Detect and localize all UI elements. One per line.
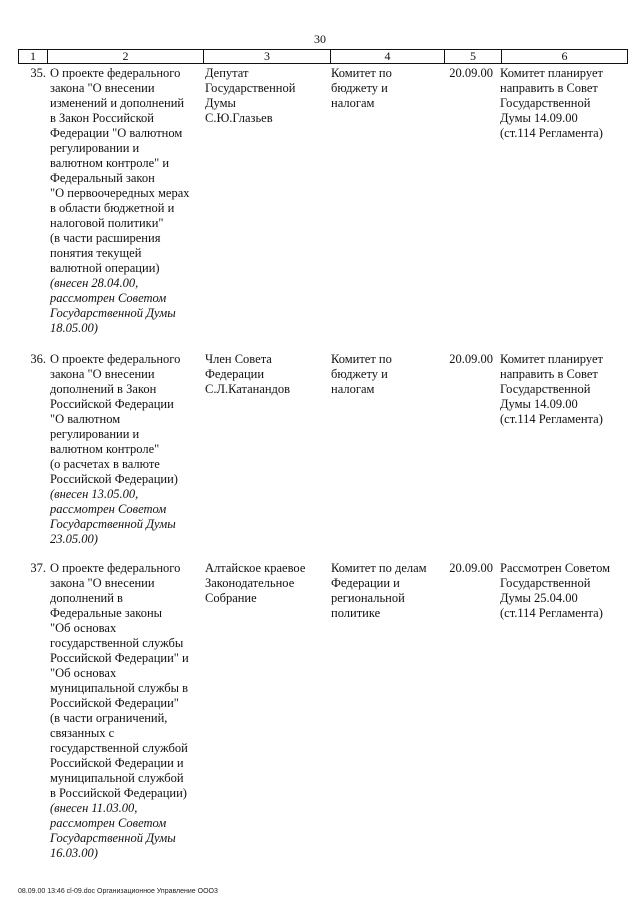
title-line: "О первоочередных мерах: [50, 186, 190, 200]
note-line: Государственной Думы: [50, 306, 176, 320]
initiator-line: С.Л.Катанандов: [205, 382, 291, 396]
column-header-6: 6: [502, 50, 628, 64]
status-line: Рассмотрен Советом: [500, 561, 611, 575]
status-line: (ст.114 Регламента): [500, 412, 603, 426]
committee-line: налогам: [331, 382, 375, 396]
title-line: О проекте федерального: [50, 66, 181, 80]
initiator: [205, 352, 323, 397]
title-line: "О валютном: [50, 412, 121, 426]
title-line: связанных с: [50, 726, 115, 740]
status-line: Государственной: [500, 382, 591, 396]
column-header-1: 1: [19, 50, 48, 64]
status-line: Комитет планирует: [500, 66, 603, 80]
title-line: регулировании и: [50, 141, 140, 155]
title-line: дополнений в: [50, 591, 123, 605]
title-line: Федерации "О валютном: [50, 126, 183, 140]
status: [500, 561, 628, 621]
title-line: (в части ограничений,: [50, 711, 168, 725]
status-line: направить в Совет: [500, 367, 598, 381]
title-line: "Об основах: [50, 666, 117, 680]
committee: [331, 66, 441, 111]
title-line: закона "О внесении: [50, 367, 155, 381]
committee-line: Федерации и: [331, 576, 400, 590]
committee-line: Комитет по делам: [331, 561, 427, 575]
status-line: Государственной: [500, 96, 591, 110]
title-line: в Российской Федерации): [50, 786, 187, 800]
title-line: (о расчетах в валюте: [50, 457, 160, 471]
note-line: рассмотрен Советом: [50, 816, 167, 830]
title-line: валютном контроле": [50, 442, 160, 456]
document-footer: 08.09.00 13:46 cl-09.doc Организационное Управление ООО3: [18, 888, 218, 895]
committee-line: Комитет по: [331, 352, 392, 366]
title-line: закона "О внесении: [50, 576, 155, 590]
title-line: государственной службы: [50, 636, 184, 650]
title-line: Федеральные законы: [50, 606, 163, 620]
committee-line: бюджету и: [331, 81, 388, 95]
note-line: рассмотрен Советом: [50, 502, 167, 516]
title-line: О проекте федерального: [50, 352, 181, 366]
row-number: 37.: [30, 561, 46, 575]
initiator-line: Законодательное: [205, 576, 295, 590]
title-line: Российской Федерации): [50, 472, 178, 486]
row-number: 36.: [30, 352, 46, 366]
title-line: валютной операции): [50, 261, 160, 275]
note-line: Государственной Думы: [50, 831, 176, 845]
title-line: муниципальной службой: [50, 771, 184, 785]
initiator-line: Думы: [205, 96, 236, 110]
status-line: (ст.114 Регламента): [500, 126, 603, 140]
bill-title: [50, 352, 202, 547]
status-line: Думы 14.09.00: [500, 111, 578, 125]
date: 20.09.00: [449, 352, 493, 366]
initiator-line: Алтайское краевое: [205, 561, 306, 575]
status-line: направить в Совет: [500, 81, 598, 95]
column-header-table: [18, 49, 628, 64]
bill-title: [50, 561, 202, 861]
title-line: (в части расширения: [50, 231, 161, 245]
column-header-3: 3: [204, 50, 331, 64]
title-line: "Об основах: [50, 621, 117, 635]
title-line: регулировании и: [50, 427, 140, 441]
title-line: Российской Федерации и: [50, 756, 184, 770]
title-line: изменений и дополнений: [50, 96, 185, 110]
title-line: Российской Федерации: [50, 397, 174, 411]
title-line: Российской Федерации" и: [50, 651, 189, 665]
status-line: Думы 14.09.00: [500, 397, 578, 411]
title-line: закона "О внесении: [50, 81, 155, 95]
note-line: 23.05.00): [50, 532, 98, 546]
committee-line: региональной: [331, 591, 405, 605]
committee: [331, 561, 441, 621]
committee-line: политике: [331, 606, 381, 620]
row-number: 35.: [30, 66, 46, 80]
status-line: Государственной: [500, 576, 591, 590]
note-line: (внесен 28.04.00,: [50, 276, 139, 290]
status-line: Комитет планирует: [500, 352, 603, 366]
initiator-line: Член Совета: [205, 352, 272, 366]
committee: [331, 352, 441, 397]
date: 20.09.00: [449, 66, 493, 80]
committee-line: налогам: [331, 96, 375, 110]
initiator: [205, 66, 323, 126]
title-line: Российской Федерации": [50, 696, 179, 710]
title-line: налоговой политики": [50, 216, 164, 230]
note-line: (внесен 11.03.00,: [50, 801, 138, 815]
initiator-line: Собрание: [205, 591, 257, 605]
column-header-4: 4: [331, 50, 445, 64]
status: [500, 66, 628, 141]
initiator-line: Государственной: [205, 81, 296, 95]
note-line: Государственной Думы: [50, 517, 176, 531]
initiator-line: С.Ю.Глазьев: [205, 111, 273, 125]
status-line: (ст.114 Регламента): [500, 606, 603, 620]
title-line: Федеральный закон: [50, 171, 155, 185]
note-line: (внесен 13.05.00,: [50, 487, 139, 501]
initiator: [205, 561, 323, 606]
column-header-5: 5: [445, 50, 502, 64]
initiator-line: Федерации: [205, 367, 265, 381]
status-line: Думы 25.04.00: [500, 591, 578, 605]
title-line: в области бюджетной и: [50, 201, 175, 215]
title-line: государственной службой: [50, 741, 188, 755]
note-line: рассмотрен Советом: [50, 291, 167, 305]
note-line: 16.03.00): [50, 846, 98, 860]
title-line: в Закон Российской: [50, 111, 154, 125]
title-line: валютном контроле" и: [50, 156, 170, 170]
status: [500, 352, 628, 427]
initiator-line: Депутат: [205, 66, 249, 80]
bill-title: [50, 66, 202, 336]
title-line: муниципальной службы в: [50, 681, 189, 695]
title-line: О проекте федерального: [50, 561, 181, 575]
title-line: понятия текущей: [50, 246, 142, 260]
title-line: дополнений в Закон: [50, 382, 157, 396]
committee-line: бюджету и: [331, 367, 388, 381]
column-header-2: 2: [48, 50, 204, 64]
note-line: 18.05.00): [50, 321, 98, 335]
committee-line: Комитет по: [331, 66, 392, 80]
page-number: 30: [314, 32, 326, 46]
date: 20.09.00: [449, 561, 493, 575]
